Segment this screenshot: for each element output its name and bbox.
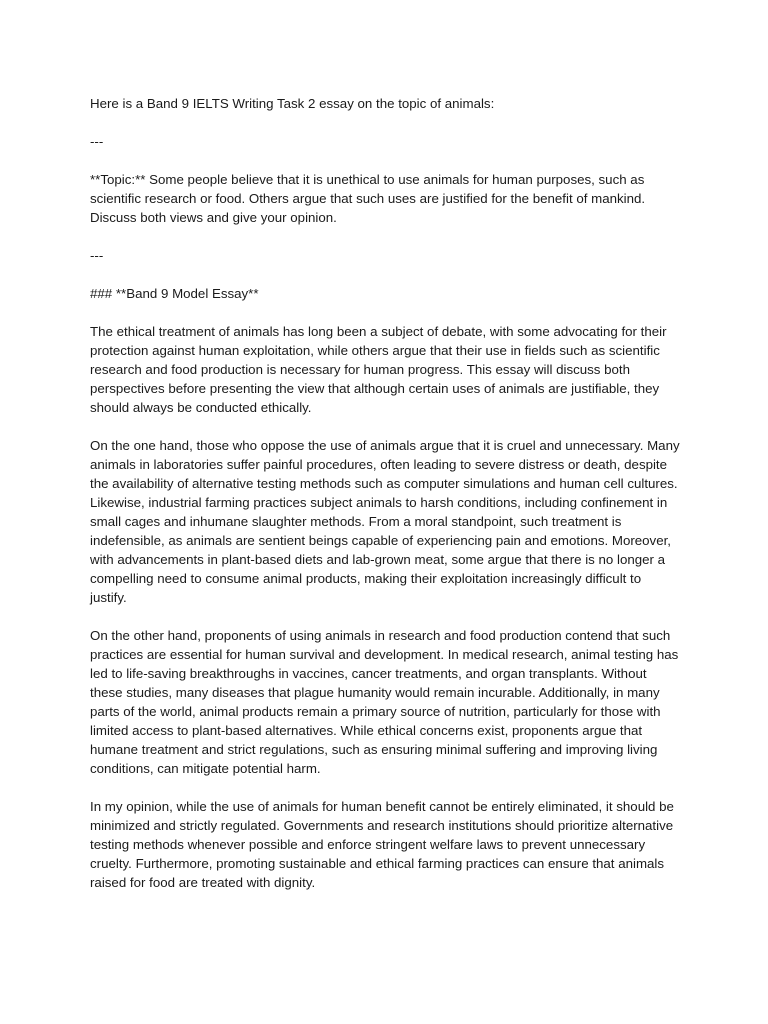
essay-heading: ### **Band 9 Model Essay**	[90, 286, 259, 301]
paragraph-introduction: The ethical treatment of animals has long been a subject of debate, with some advocating for their protection against human exploitation, while others argue that their use in fields such as scientific research and food production is necessary for human progress. This essay will discuss both perspectives before presenting the view that although certain uses of animals are justifiable, they should always be conducted ethically.	[90, 324, 667, 415]
paragraph-opposing-view: On the one hand, those who oppose the use of animals argue that it is cruel and unnecessary. Many animals in laboratories suffer painful procedures, often leading to severe distress or death, despite the availability of alternative testing methods such as computer simulations and human cell cultures. Likewise, industrial farming practices subject animals to harsh conditions, including confinement in small cages and inhumane slaughter methods. From a moral standpoint, such treatment is indefensible, as animals are sentient beings capable of experiencing pain and emotions. Moreover, with advancements in plant-based diets and lab-grown meat, some argue that there is no longer a compelling need to consume animal products, making their exploitation increasingly difficult to justify.	[90, 438, 680, 605]
paragraph-supporting-view: On the other hand, proponents of using animals in research and food production contend that such practices are essential for human survival and development. In medical research, animal testing has led to life-saving breakthroughs in vaccines, cancer treatments, and organ transplants. Without these studies, many diseases that plague humanity would remain incurable. Additionally, in many parts of the world, animal products remain a primary source of nutrition, particularly for those with limited access to plant-based alternatives. While ethical concerns exist, proponents argue that humane treatment and strict regulations, such as ensuring minimal suffering and improving living conditions, can mitigate potential harm.	[90, 628, 679, 776]
essay-topic: **Topic:** Some people believe that it is unethical to use animals for human purposes, such as scientific research or food. Others argue that such uses are justified for the benefit of mankind. Discuss both views and give your opinion.	[90, 172, 646, 225]
paragraph-conclusion: In my opinion, while the use of animals for human benefit cannot be entirely eliminated, it should be minimized and strictly regulated. Governments and research institutions should prioritize alternative testing methods whenever possible and enforce stringent welfare laws to prevent unnecessary cruelty. Furthermore, promoting sustainable and ethical farming practices can ensure that animals raised for food are treated with dignity.	[90, 799, 674, 890]
document-body	[90, 94, 680, 911]
intro-line: Here is a Band 9 IELTS Writing Task 2 essay on the topic of animals:	[90, 96, 495, 111]
separator: ---	[90, 134, 104, 149]
separator: ---	[90, 248, 104, 263]
